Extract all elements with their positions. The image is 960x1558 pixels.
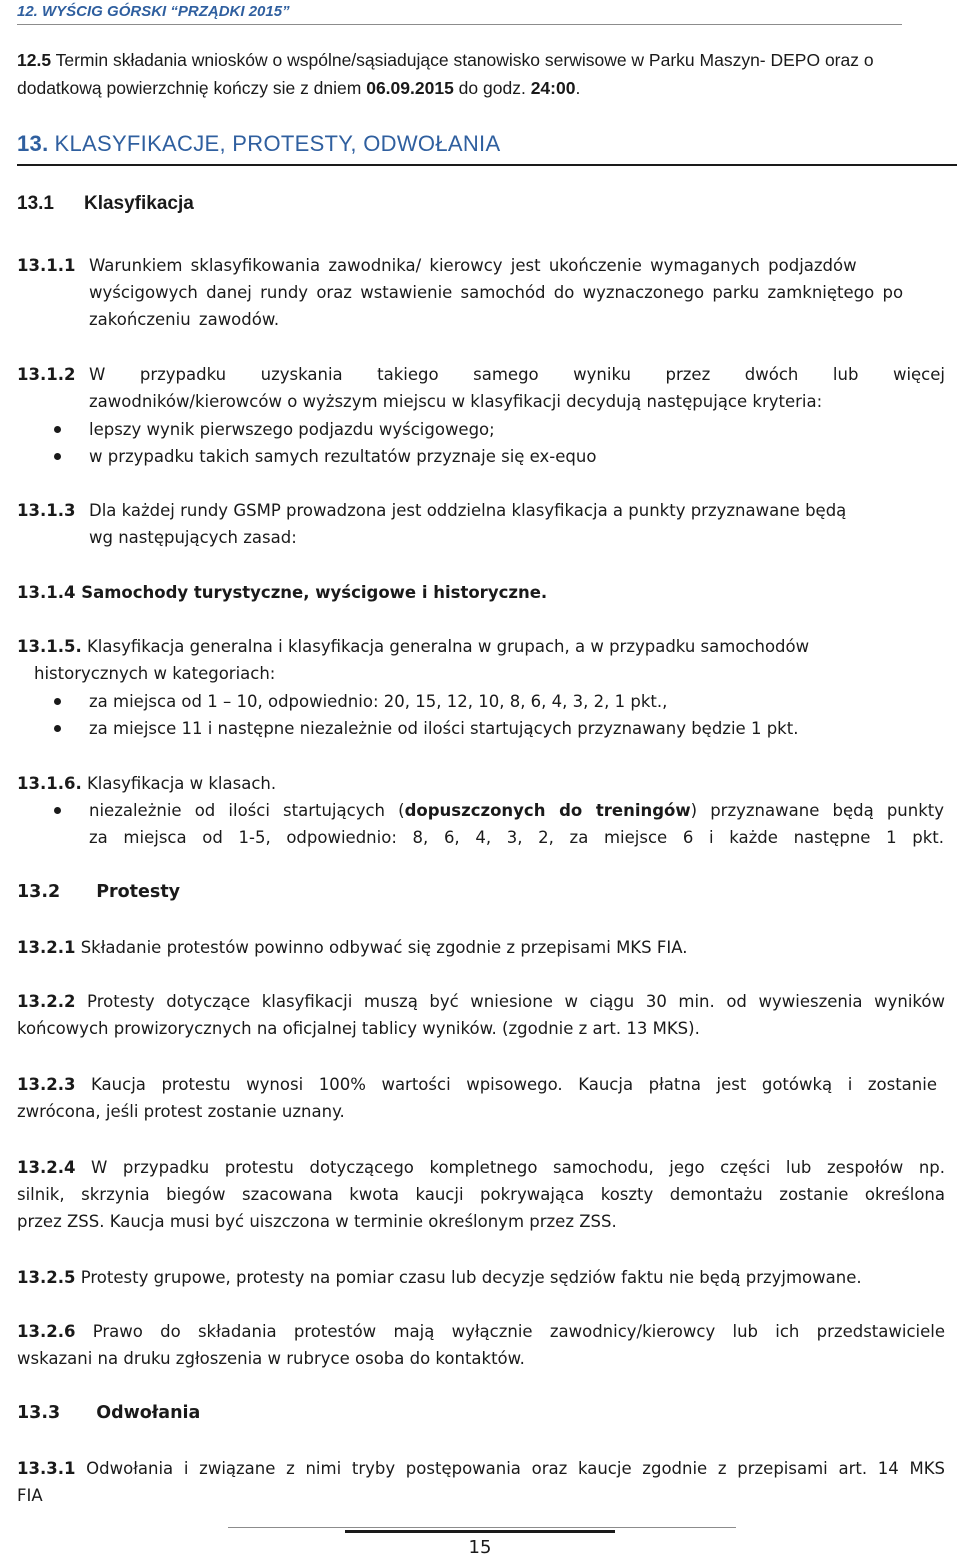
para-line: Odwołania i związane z nimi tryby postępowania oraz kaucje zgodnie z przepisami art. 14 MKS <box>75 1459 945 1478</box>
bullet-icon <box>54 698 61 705</box>
list-item <box>54 688 934 715</box>
para-number: 13.2.2 <box>17 992 76 1011</box>
para-number: 13.2.5 <box>17 1268 76 1287</box>
emphasis: dopuszczonych do treningów <box>404 801 691 820</box>
section-13-heading <box>17 126 957 166</box>
paragraph-13-1-6 <box>17 770 276 797</box>
subsection-13-2 <box>17 879 180 906</box>
paragraph-13-1-2 <box>17 361 945 415</box>
section-title: KLASYFIKACJE, PROTESTY, ODWOŁANIA <box>54 131 501 156</box>
list-item <box>54 715 934 742</box>
para-line: Klasyfikacja generalna i klasyfikacja generalna w grupach, a w przypadku samochodów <box>81 637 810 656</box>
footer-divider-thick <box>345 1530 615 1533</box>
list-item-text: za miejsce 11 i następne niezależnie od ilości startujących przyznawany będzie 1 pkt. <box>89 719 799 738</box>
paragraph-13-2-6 <box>17 1318 945 1372</box>
para-number: 13.2.4 <box>17 1158 76 1177</box>
para-text: Termin składania wniosków o wspólne/sąsiadujące stanowisko serwisowe w Parku Maszyn- DEPO oraz o dodatkową powierzchnię kończy sie z dniem <box>17 50 874 98</box>
subsection-number: 13.3 <box>17 1403 61 1423</box>
page-number: 15 <box>468 1537 492 1558</box>
paragraph-13-2-3 <box>17 1071 937 1125</box>
para-line: zwrócona, jeśli protest zostanie uznany. <box>17 1102 345 1121</box>
para-number: 13.1.2 <box>17 365 76 384</box>
para-line: FIA <box>17 1486 43 1505</box>
bullet-icon <box>54 453 61 460</box>
paragraph-13-2-4 <box>17 1154 945 1235</box>
para-number: 13.3.1 <box>17 1459 76 1478</box>
para-text: Warunkiem sklasyfikowania zawodnika/ kierowcy jest ukończenie wymaganych podjazdów wyścigowych danej rundy oraz wstawienie samochód do wyznaczonego parku zamkniętego po zakończeniu zawodów. <box>89 256 904 329</box>
paragraph-13-1-3 <box>17 497 945 551</box>
list-item <box>54 416 934 443</box>
para-line: historycznych w kategoriach: <box>34 664 276 683</box>
subsection-title: Klasyfikacja <box>83 193 194 214</box>
para-number: 13.2.1 <box>17 938 76 957</box>
list-item-text: za miejsca od 1 – 10, odpowiednio: 20, 15, 12, 10, 8, 6, 4, 3, 2, 1 pkt., <box>89 692 668 711</box>
para-number: 13.2.6 <box>17 1322 76 1341</box>
para-line: końcowych prowizorycznych na oficjalnej tablicy wyników. (zgodnie z art. 13 MKS). <box>17 1019 700 1038</box>
list-item-text: za miejsca od 1-5, odpowiednio: 8, 6, 4, 3, 2, za miejsce 6 i każde następne 1 pkt. <box>89 828 944 847</box>
para-line: przez ZSS. Kaucja musi być uiszczona w terminie określonym przez ZSS. <box>17 1212 617 1231</box>
paragraph-13-2-2 <box>17 988 945 1042</box>
page-header <box>17 2 902 25</box>
deadline-date: 06.09.2015 <box>366 78 454 98</box>
paragraph-13-2-5 <box>17 1264 945 1291</box>
para-number: 13.2.3 <box>17 1075 76 1094</box>
para-line: zawodników/kierowców o wyższym miejscu w klasyfikacji decydują następujące kryteria: <box>89 392 823 411</box>
paragraph-13-1-4 <box>17 579 547 606</box>
para-text: Składanie protestów powinno odbywać się zgodnie z przepisami MKS FIA. <box>75 938 688 957</box>
footer-divider <box>228 1527 736 1528</box>
paragraph-13-1-5 <box>17 633 945 687</box>
list-item <box>54 443 934 470</box>
para-number: 13.1.5. <box>17 637 82 656</box>
para-heading: Klasyfikacja w klasach. <box>81 774 277 793</box>
para-number: 13.1.3 <box>17 501 76 520</box>
para-heading: 13.1.4 Samochody turystyczne, wyścigowe i historyczne. <box>17 583 548 602</box>
paragraph-12-5 <box>17 46 947 102</box>
para-number: 13.1.1 <box>17 256 76 275</box>
list-item <box>54 797 944 851</box>
para-line: wskazani na druku zgłoszenia w rubryce osoba do kontaktów. <box>17 1349 525 1368</box>
para-text: Protesty grupowe, protesty na pomiar czasu lub decyzje sędziów faktu nie będą przyjmowane. <box>75 1268 862 1287</box>
subsection-13-1 <box>17 190 194 217</box>
para-text: do godz. <box>453 78 531 98</box>
section-number: 13. <box>17 131 49 156</box>
header-title: 12. WYŚCIG GÓRSKI “PRZĄDKI 2015” <box>17 3 290 20</box>
paragraph-13-3-1 <box>17 1455 945 1509</box>
deadline-time: 24:00 <box>530 78 576 98</box>
paragraph-13-2-1 <box>17 934 945 961</box>
list-item-text: niezależnie od ilości startujących (dopuszczonych do treningów) przyznawane będą punkty <box>89 801 944 820</box>
para-number: 12.5 <box>17 50 52 70</box>
para-line: Protesty dotyczące klasyfikacji muszą być wniesione w ciągu 30 min. od wywieszenia wyników <box>75 992 945 1011</box>
subsection-number: 13.2 <box>17 882 61 902</box>
bullet-icon <box>54 725 61 732</box>
list-item-text: lepszy wynik pierwszego podjazdu wyścigowego; <box>89 420 495 439</box>
bullet-icon <box>54 807 61 814</box>
para-text: . <box>575 78 581 98</box>
subsection-title: Protesty <box>96 882 181 902</box>
para-line: W przypadku protestu dotyczącego kompletnego samochodu, jego części lub zespołów np. <box>75 1158 945 1177</box>
para-line: silnik, skrzynia biegów szacowana kwota kaucji pokrywająca koszty demontażu zostanie określona <box>17 1185 945 1204</box>
list-item-text: w przypadku takich samych rezultatów przyznaje się ex-equo <box>89 447 597 466</box>
paragraph-13-1-1 <box>17 252 945 333</box>
bullet-icon <box>54 426 61 433</box>
subsection-13-3 <box>17 1400 200 1427</box>
para-line: Prawo do składania protestów mają wyłącznie zawodnicy/kierowcy lub ich przedstawiciele <box>75 1322 945 1341</box>
para-number: 13.1.6. <box>17 774 82 793</box>
para-line: Dla każdej rundy GSMP prowadzona jest oddzielna klasyfikacja a punkty przyznawane będą <box>89 501 847 520</box>
para-line: W przypadku uzyskania takiego samego wyniku przez dwóch lub więcej <box>89 365 945 384</box>
subsection-title: Odwołania <box>96 1403 201 1423</box>
subsection-number: 13.1 <box>17 193 54 214</box>
para-line: Kaucja protestu wynosi 100% wartości wpisowego. Kaucja płatna jest gotówką i zostanie <box>75 1075 937 1094</box>
para-line: wg następujących zasad: <box>89 528 297 547</box>
